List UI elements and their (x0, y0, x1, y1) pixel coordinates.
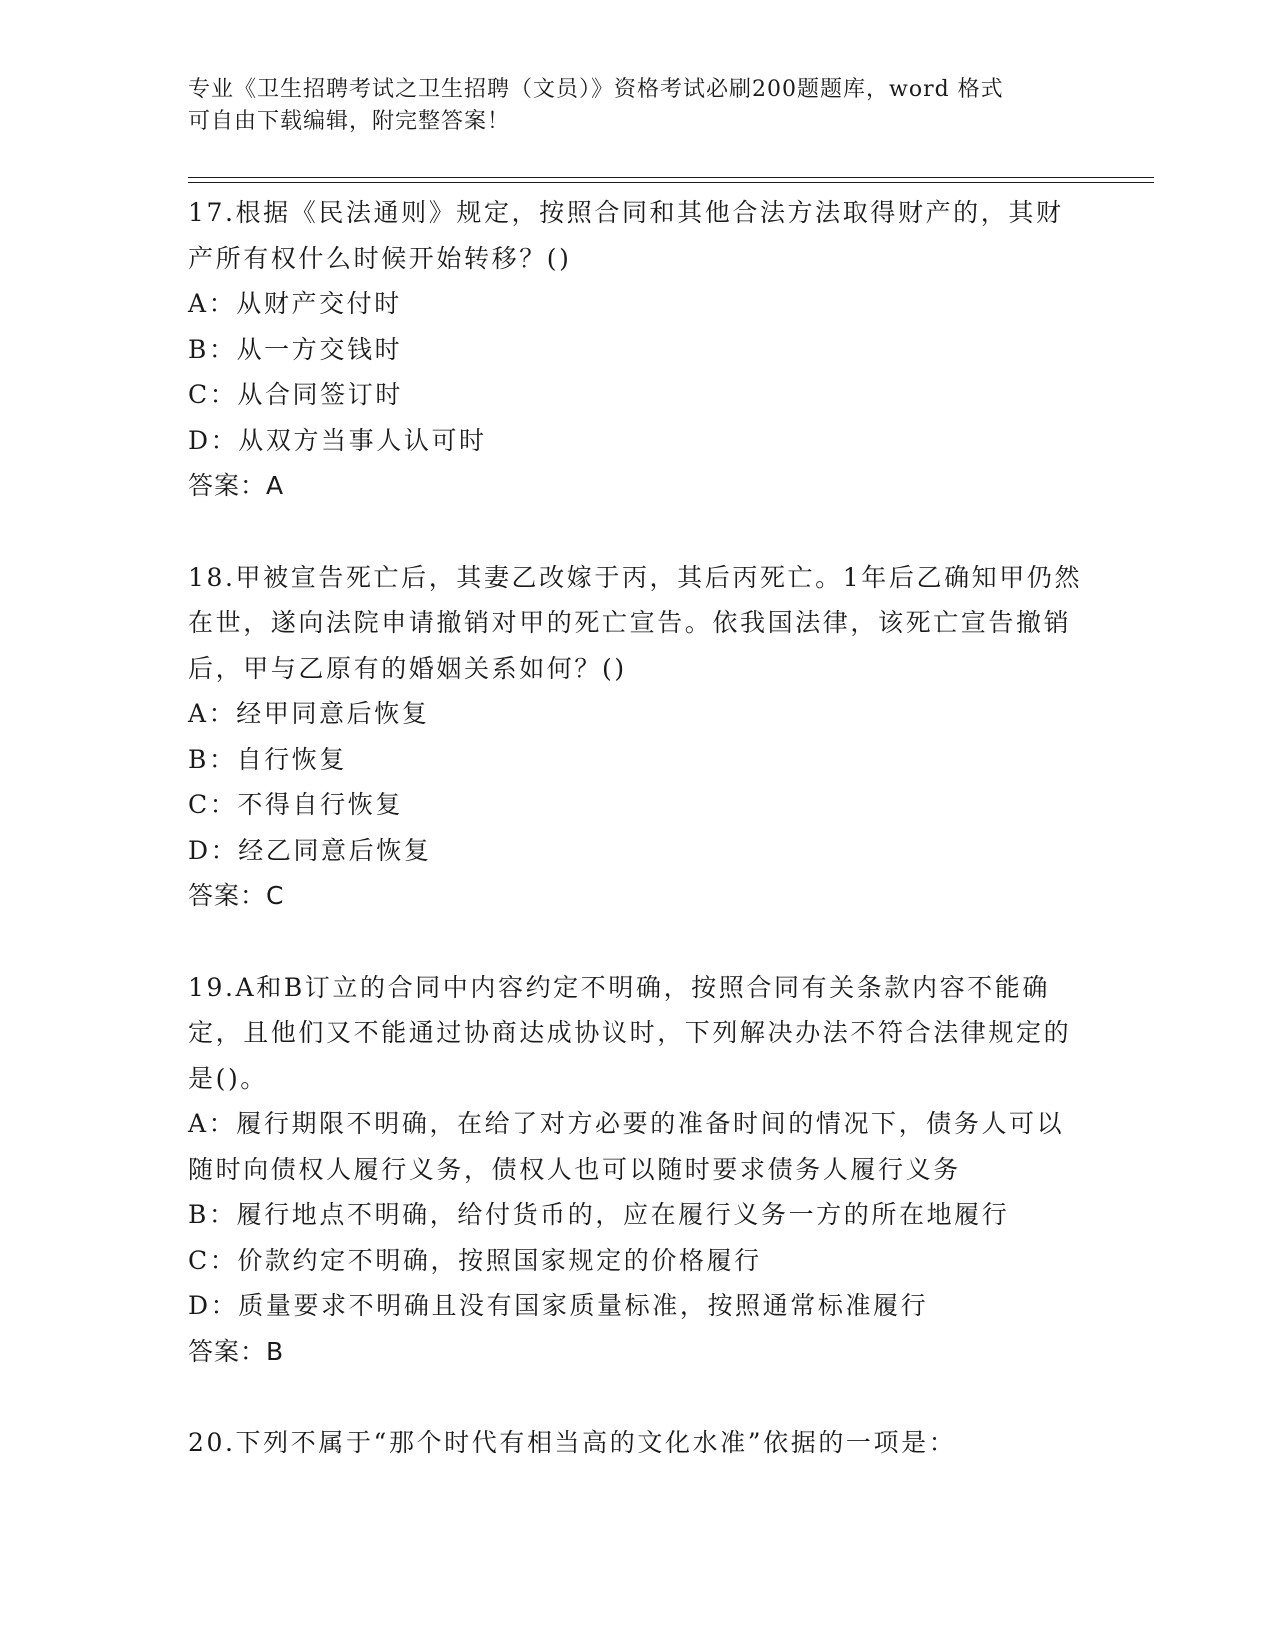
answer-line: 答案：B (188, 1336, 285, 1366)
question-text: 17.根据《民法通则》规定，按照合同和其他合法方法取得财产的，其财产所有权什么时候开始转移？() (188, 198, 1064, 273)
question-20 (188, 1420, 1088, 1466)
option-a: A：经甲同意后恢复 (188, 699, 430, 728)
document-header (188, 74, 1068, 138)
option-c: C：不得自行恢复 (188, 790, 403, 819)
option-b: B：履行地点不明确，给付货币的，应在履行义务一方的所在地履行 (188, 1200, 1010, 1229)
option-b: B：从一方交钱时 (188, 334, 403, 364)
option-a: A：履行期限不明确，在给了对方必要的准备时间的情况下，债务人可以随时向债权人履行义务，债权人也可以随时要求债务人履行义务 (188, 1109, 1065, 1184)
question-18 (188, 555, 1088, 919)
answer-line: 答案：A (188, 471, 285, 500)
option-b: B：自行恢复 (188, 744, 347, 774)
header-divider-top (188, 177, 1154, 178)
option-c: C：从合同签订时 (188, 380, 403, 409)
question-list (188, 190, 1088, 1512)
question-19 (188, 965, 1088, 1375)
header-divider-bottom (188, 182, 1154, 183)
question-text: 20.下列不属于“那个时代有相当高的文化水准”依据的一项是： (188, 1428, 957, 1457)
option-a: A：从财产交付时 (188, 289, 402, 318)
option-c: C：价款约定不明确，按照国家规定的价格履行 (188, 1245, 762, 1275)
option-d: D：从双方当事人认可时 (188, 425, 487, 455)
answer-line: 答案：C (188, 881, 285, 910)
option-d: D：经乙同意后恢复 (188, 835, 432, 865)
question-text: 19.A和B订立的合同中内容约定不明确，按照合同有关条款内容不能确定，且他们又不能通过协商达成协议时，下列解决办法不符合法律规定的是()。 (188, 972, 1072, 1093)
option-d: D：质量要求不明确且没有国家质量标准，按照通常标准履行 (188, 1291, 929, 1320)
header-line-2: 可自由下载编辑，附完整答案！ (188, 109, 511, 134)
question-17 (188, 190, 1088, 509)
header-line-1: 专业《卫生招聘考试之卫生招聘（文员）》资格考试必刷200题题库，word 格式 (188, 77, 1004, 102)
question-text: 18.甲被宣告死亡后，其妻乙改嫁于丙，其后丙死亡。1年后乙确知甲仍然在世，遂向法院申请撤销对甲的死亡宣告。依我国法律，该死亡宣告撤销后，甲与乙原有的婚姻关系如何？() (188, 562, 1083, 683)
